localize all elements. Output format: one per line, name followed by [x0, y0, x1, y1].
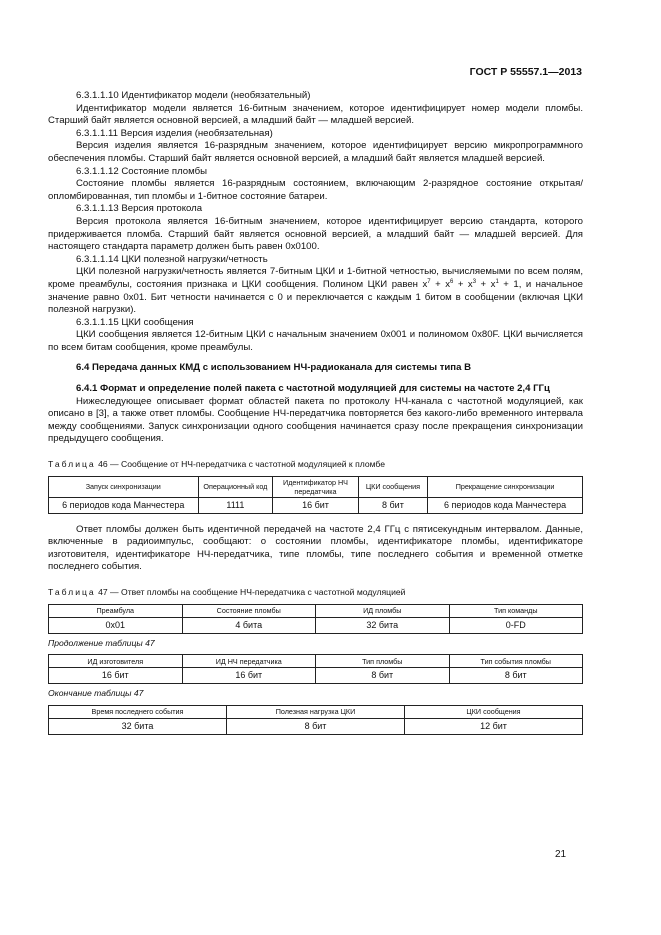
- exponent: 1: [495, 278, 499, 285]
- paragraph: Нижеследующее описывает формат областей пакета по протоколу НЧ-канала с частотной модуляцией, как описано в [3], а также ответ пломбы. Сообщение НЧ-передатчика повторяется без какого-либо временного интервала между сообщениями. Запуск синхронизации одного сообщения начинается сразу после прекращения синхронизации предыдущего сообщения.: [48, 395, 583, 445]
- paragraph: Ответ пломбы должен быть идентичной передачей на частоте 2,4 ГГц с пятисекундным интервалом. Данные, включенные в радиоимпульс, сообщают: о состоянии пломбы, идентификаторе пломбы, идентификаторе изготовителя, идентификаторе НЧ-передатчика, типе пломбы, типе последнего события и временной отметке последнего события.: [48, 523, 583, 573]
- table-title: 47 — Ответ пломбы на сообщение НЧ-передатчика с частотной модуляцией: [95, 587, 406, 597]
- table-header-cell: Операционный код: [198, 476, 273, 497]
- text-run: + 1, и начальное значение равно 0x01. Бит четности начинается с 0 и переключается с каждым 1 битом в сообщении (включая ЦКИ полезной нагрузки).: [48, 278, 584, 316]
- paragraph: ЦКИ сообщения является 12-битным ЦКИ с начальным значением 0x001 и полиномом 0x80F. ЦКИ вычисляется по всем битам сообщения, кроме преамбулы.: [48, 329, 583, 353]
- table-cell: 8 бит: [227, 718, 405, 734]
- table-cell: 1111: [198, 497, 273, 513]
- table-continuation-label: Продолжение таблицы 47: [48, 637, 155, 648]
- paragraph: Версия протокола является 16-битным значением, которое идентифицирует версию стандарта, которого придерживается пломба. Старший байт является основной версией, а младший байт — младшей версией. Для настоящего стандарта параметр должен быть равен 0x0100.: [48, 215, 583, 253]
- table-header-row: [49, 705, 583, 718]
- table-47-part-3: [48, 705, 583, 735]
- table-cell: 16 бит: [49, 668, 183, 684]
- table-header-cell: ИД НЧ передатчика: [182, 655, 316, 668]
- table-cell: 16 бит: [273, 497, 358, 513]
- exponent: 3: [472, 278, 477, 285]
- table-header-row: [49, 604, 583, 617]
- table-title: 46 — Сообщение от НЧ-передатчика с частотной модуляцией к пломбе: [95, 459, 386, 470]
- table-header-cell: Тип пломбы: [316, 655, 450, 668]
- table-header-cell: Преамбула: [49, 604, 183, 617]
- table-row: [49, 617, 583, 633]
- table-cell: 6 периодов кода Манчестера: [428, 497, 583, 513]
- exponent: 7: [427, 278, 431, 285]
- table-cell: 0x01: [49, 617, 183, 633]
- table-cell: 6 периодов кода Манчестера: [49, 497, 199, 513]
- clause-heading: 6.3.1.1.13 Версия протокола: [76, 203, 203, 215]
- table-header-cell: Запуск синхронизации: [49, 476, 199, 497]
- crc-paragraph: [48, 266, 583, 316]
- table-header-cell: Тип события пломбы: [449, 655, 583, 668]
- table-header-cell: ИД изготовителя: [49, 655, 183, 668]
- page-number: 21: [555, 849, 567, 860]
- section-heading: 6.4 Передача данных КМД с использованием НЧ-радиоканала для системы типа В: [76, 362, 472, 374]
- table-caption: [48, 586, 583, 599]
- table-cell: 8 бит: [449, 668, 583, 684]
- clause-heading: 6.3.1.1.10 Идентификатор модели (необязательный): [76, 90, 311, 101]
- table-label: Таблица: [48, 459, 96, 470]
- table-header-row: [49, 655, 583, 668]
- document-id: ГОСТ Р 55557.1—2013: [469, 66, 582, 78]
- text-run: + x: [453, 278, 473, 290]
- table-header-cell: Полезная нагрузка ЦКИ: [227, 705, 405, 718]
- table-label: Таблица: [48, 587, 96, 597]
- table-header-cell: Состояние пломбы: [182, 604, 316, 617]
- clause-heading: 6.3.1.1.12 Состояние пломбы: [76, 165, 207, 177]
- table-caption: [48, 458, 583, 471]
- clause-heading: 6.3.1.1.14 ЦКИ полезной нагрузки/четность: [76, 253, 268, 265]
- table-47-part-1: [48, 604, 583, 634]
- table-row: [49, 668, 583, 684]
- table-header-cell: ИД пломбы: [316, 604, 450, 617]
- paragraph: Версия изделия является 16-разрядным значением, которое идентифицирует версию микропрограммного обеспечения пломбы. Старший байт является основной версией, а младший байт является младшей версией.: [48, 140, 583, 164]
- table-header-cell: Тип команды: [449, 604, 583, 617]
- page-body: [48, 90, 583, 735]
- table-cell: 0-FD: [449, 617, 583, 633]
- table-cell: 32 бита: [316, 617, 450, 633]
- table-header-cell: ЦКИ сообщения: [405, 705, 583, 718]
- table-47-part-2: [48, 654, 583, 684]
- exponent: 6: [450, 278, 454, 285]
- paragraph: Идентификатор модели является 16-битным значением, которое идентифицирует номер модели пломбы. Старший байт является основной версией, а младший байт — младшей версией.: [48, 102, 583, 127]
- text-run: + x: [430, 278, 450, 290]
- table-header-row: [49, 476, 583, 497]
- clause-heading: 6.3.1.1.15 ЦКИ сообщения: [76, 316, 194, 328]
- table-header-cell: ЦКИ сообщения: [358, 476, 427, 497]
- table-cell: 8 бит: [316, 668, 450, 684]
- table-row: [49, 718, 583, 734]
- table-cell: 8 бит: [358, 497, 427, 513]
- text-run: ЦКИ полезной нагрузки/четность является 7-битным ЦКИ и 1-битной четностью, вычисляемыми по всем полям, кроме преамбулы, состояния признака и ЦКИ сообщения. Полином ЦКИ равен x: [48, 266, 583, 290]
- table-header-cell: Идентификатор НЧ передатчика: [273, 476, 358, 497]
- table-46: [48, 476, 583, 514]
- section-heading: 6.4.1 Формат и определение полей пакета с частотной модуляцией для системы на частоте 2,4 ГГц: [76, 383, 550, 395]
- clause-heading: 6.3.1.1.11 Версия изделия (необязательная): [76, 127, 273, 139]
- table-end-label: Окончание таблицы 47: [48, 688, 144, 699]
- table-cell: 12 бит: [405, 718, 583, 734]
- table-cell: 16 бит: [182, 668, 316, 684]
- table-row: [49, 497, 583, 513]
- table-header-cell: Время последнего события: [49, 705, 227, 718]
- table-header-cell: Прекращение синхронизации: [428, 476, 583, 497]
- table-cell: 32 бита: [49, 718, 227, 734]
- paragraph: Состояние пломбы является 16-разрядным состоянием, включающим 2-разрядное состояние открытая/опломбированная, тип пломбы и 1-битное состояние батареи.: [48, 178, 583, 202]
- table-cell: 4 бита: [182, 617, 316, 633]
- text-run: + x: [476, 278, 496, 290]
